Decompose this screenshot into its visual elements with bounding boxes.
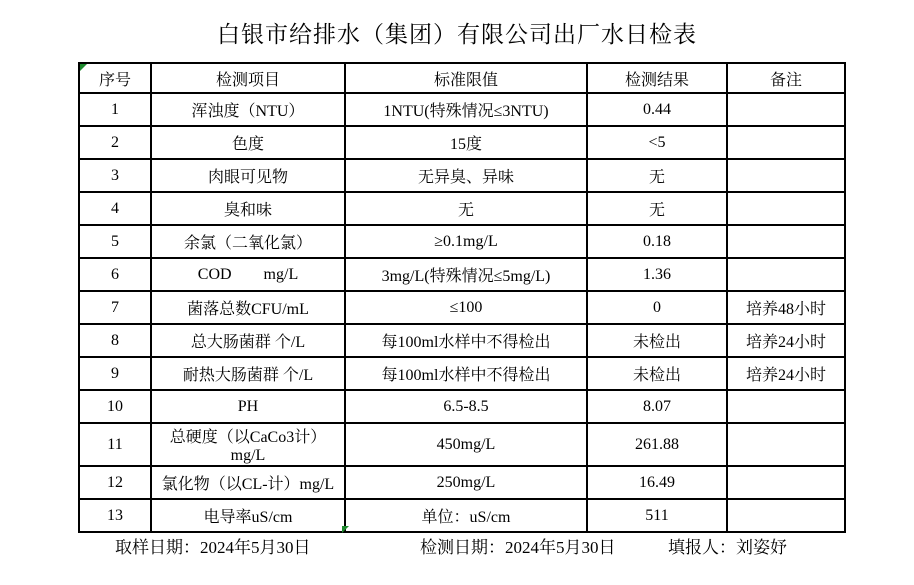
row-number-cell: 6 (79, 258, 151, 291)
standard-limit-cell: 每100ml水样中不得检出 (345, 324, 587, 357)
header-cell-limit: 标准限值 (345, 63, 587, 93)
test-result-cell: 0.18 (587, 225, 727, 258)
test-item-cell: 肉眼可见物 (151, 159, 345, 192)
test-date-label: 检测日期：2024年5月30日 (420, 538, 616, 557)
test-item-cell: 余氯（二氧化氯） (151, 225, 345, 258)
page-title: 白银市给排水（集团）有限公司出厂水日检表 (217, 22, 697, 47)
test-item-cell: 浑浊度（NTU） (151, 93, 345, 126)
test-result-cell: 261.88 (587, 423, 727, 466)
header-cell-result: 检测结果 (587, 63, 727, 93)
standard-limit-cell: 单位：uS/cm (345, 499, 587, 532)
table-row (79, 390, 845, 423)
table-header (79, 63, 845, 93)
test-item-cell: COD mg/L (151, 258, 345, 291)
row-number-cell: 9 (79, 357, 151, 390)
standard-limit-cell: 15度 (345, 126, 587, 159)
standard-limit-cell: 无 (345, 192, 587, 225)
test-result-cell: 无 (587, 159, 727, 192)
remark-cell (727, 390, 845, 423)
cell-error-marker-icon (80, 64, 87, 71)
test-item-cell: 电导率uS/cm (151, 499, 345, 532)
test-result-cell: 未检出 (587, 357, 727, 390)
standard-limit-cell: 6.5-8.5 (345, 390, 587, 423)
standard-limit-cell: 每100ml水样中不得检出 (345, 357, 587, 390)
sampling-date-label: 取样日期：2024年5月30日 (115, 538, 311, 557)
remark-cell: 培养24小时 (727, 357, 845, 390)
table-body (79, 93, 845, 532)
table-row (79, 499, 845, 532)
test-item-cell: 氯化物（以CL-计）mg/L (151, 466, 345, 499)
header-cell-item: 检测项目 (151, 63, 345, 93)
standard-limit-cell: 250mg/L (345, 466, 587, 499)
row-number-cell: 12 (79, 466, 151, 499)
test-item-cell: 臭和味 (151, 192, 345, 225)
test-result-cell: 16.49 (587, 466, 727, 499)
standard-limit-cell: ≥0.1mg/L (345, 225, 587, 258)
cell-error-marker-icon (342, 526, 349, 533)
test-item-cell: 色度 (151, 126, 345, 159)
remark-cell: 培养48小时 (727, 291, 845, 324)
remark-cell (727, 159, 845, 192)
remark-cell (727, 499, 845, 532)
remark-cell (727, 258, 845, 291)
test-result-cell: 1.36 (587, 258, 727, 291)
row-number-cell: 4 (79, 192, 151, 225)
test-result-cell: 511 (587, 499, 727, 532)
test-item-cell: 总硬度（以CaCo3计）mg/L (151, 423, 345, 466)
test-item-cell: 菌落总数CFU/mL (151, 291, 345, 324)
row-number-cell: 2 (79, 126, 151, 159)
remark-cell (727, 126, 845, 159)
standard-limit-cell: 无异臭、异味 (345, 159, 587, 192)
table-row (79, 93, 845, 126)
remark-cell (727, 192, 845, 225)
test-result-cell: 0 (587, 291, 727, 324)
table-row (79, 126, 845, 159)
table-row (79, 225, 845, 258)
table-header-row (79, 63, 845, 93)
row-number-cell: 7 (79, 291, 151, 324)
remark-cell: 培养24小时 (727, 324, 845, 357)
row-number-cell: 5 (79, 225, 151, 258)
table-row (79, 192, 845, 225)
table-row (79, 258, 845, 291)
standard-limit-cell: 3mg/L(特殊情况≤5mg/L) (345, 258, 587, 291)
row-number-cell: 3 (79, 159, 151, 192)
test-result-cell: 0.44 (587, 93, 727, 126)
remark-cell (727, 466, 845, 499)
reporter-label: 填报人：刘姿妤 (668, 538, 787, 557)
test-result-cell: 未检出 (587, 324, 727, 357)
row-number-cell: 11 (79, 423, 151, 466)
standard-limit-cell: 450mg/L (345, 423, 587, 466)
row-number-cell: 1 (79, 93, 151, 126)
test-result-cell: 8.07 (587, 390, 727, 423)
standard-limit-cell: 1NTU(特殊情况≤3NTU) (345, 93, 587, 126)
row-number-cell: 13 (79, 499, 151, 532)
remark-cell (727, 423, 845, 466)
header-cell-no: 序号 (79, 63, 151, 93)
standard-limit-cell: ≤100 (345, 291, 587, 324)
header-cell-note: 备注 (727, 63, 845, 93)
table-row (79, 159, 845, 192)
table-row (79, 324, 845, 357)
test-result-cell: 无 (587, 192, 727, 225)
table-row (79, 291, 845, 324)
test-item-cell: 耐热大肠菌群 个/L (151, 357, 345, 390)
inspection-table (78, 62, 846, 533)
remark-cell (727, 225, 845, 258)
remark-cell (727, 93, 845, 126)
test-item-cell: PH (151, 390, 345, 423)
row-number-cell: 10 (79, 390, 151, 423)
table-row (79, 466, 845, 499)
table-row (79, 423, 845, 466)
row-number-cell: 8 (79, 324, 151, 357)
test-result-cell: <5 (587, 126, 727, 159)
test-item-cell: 总大肠菌群 个/L (151, 324, 345, 357)
table-row (79, 357, 845, 390)
